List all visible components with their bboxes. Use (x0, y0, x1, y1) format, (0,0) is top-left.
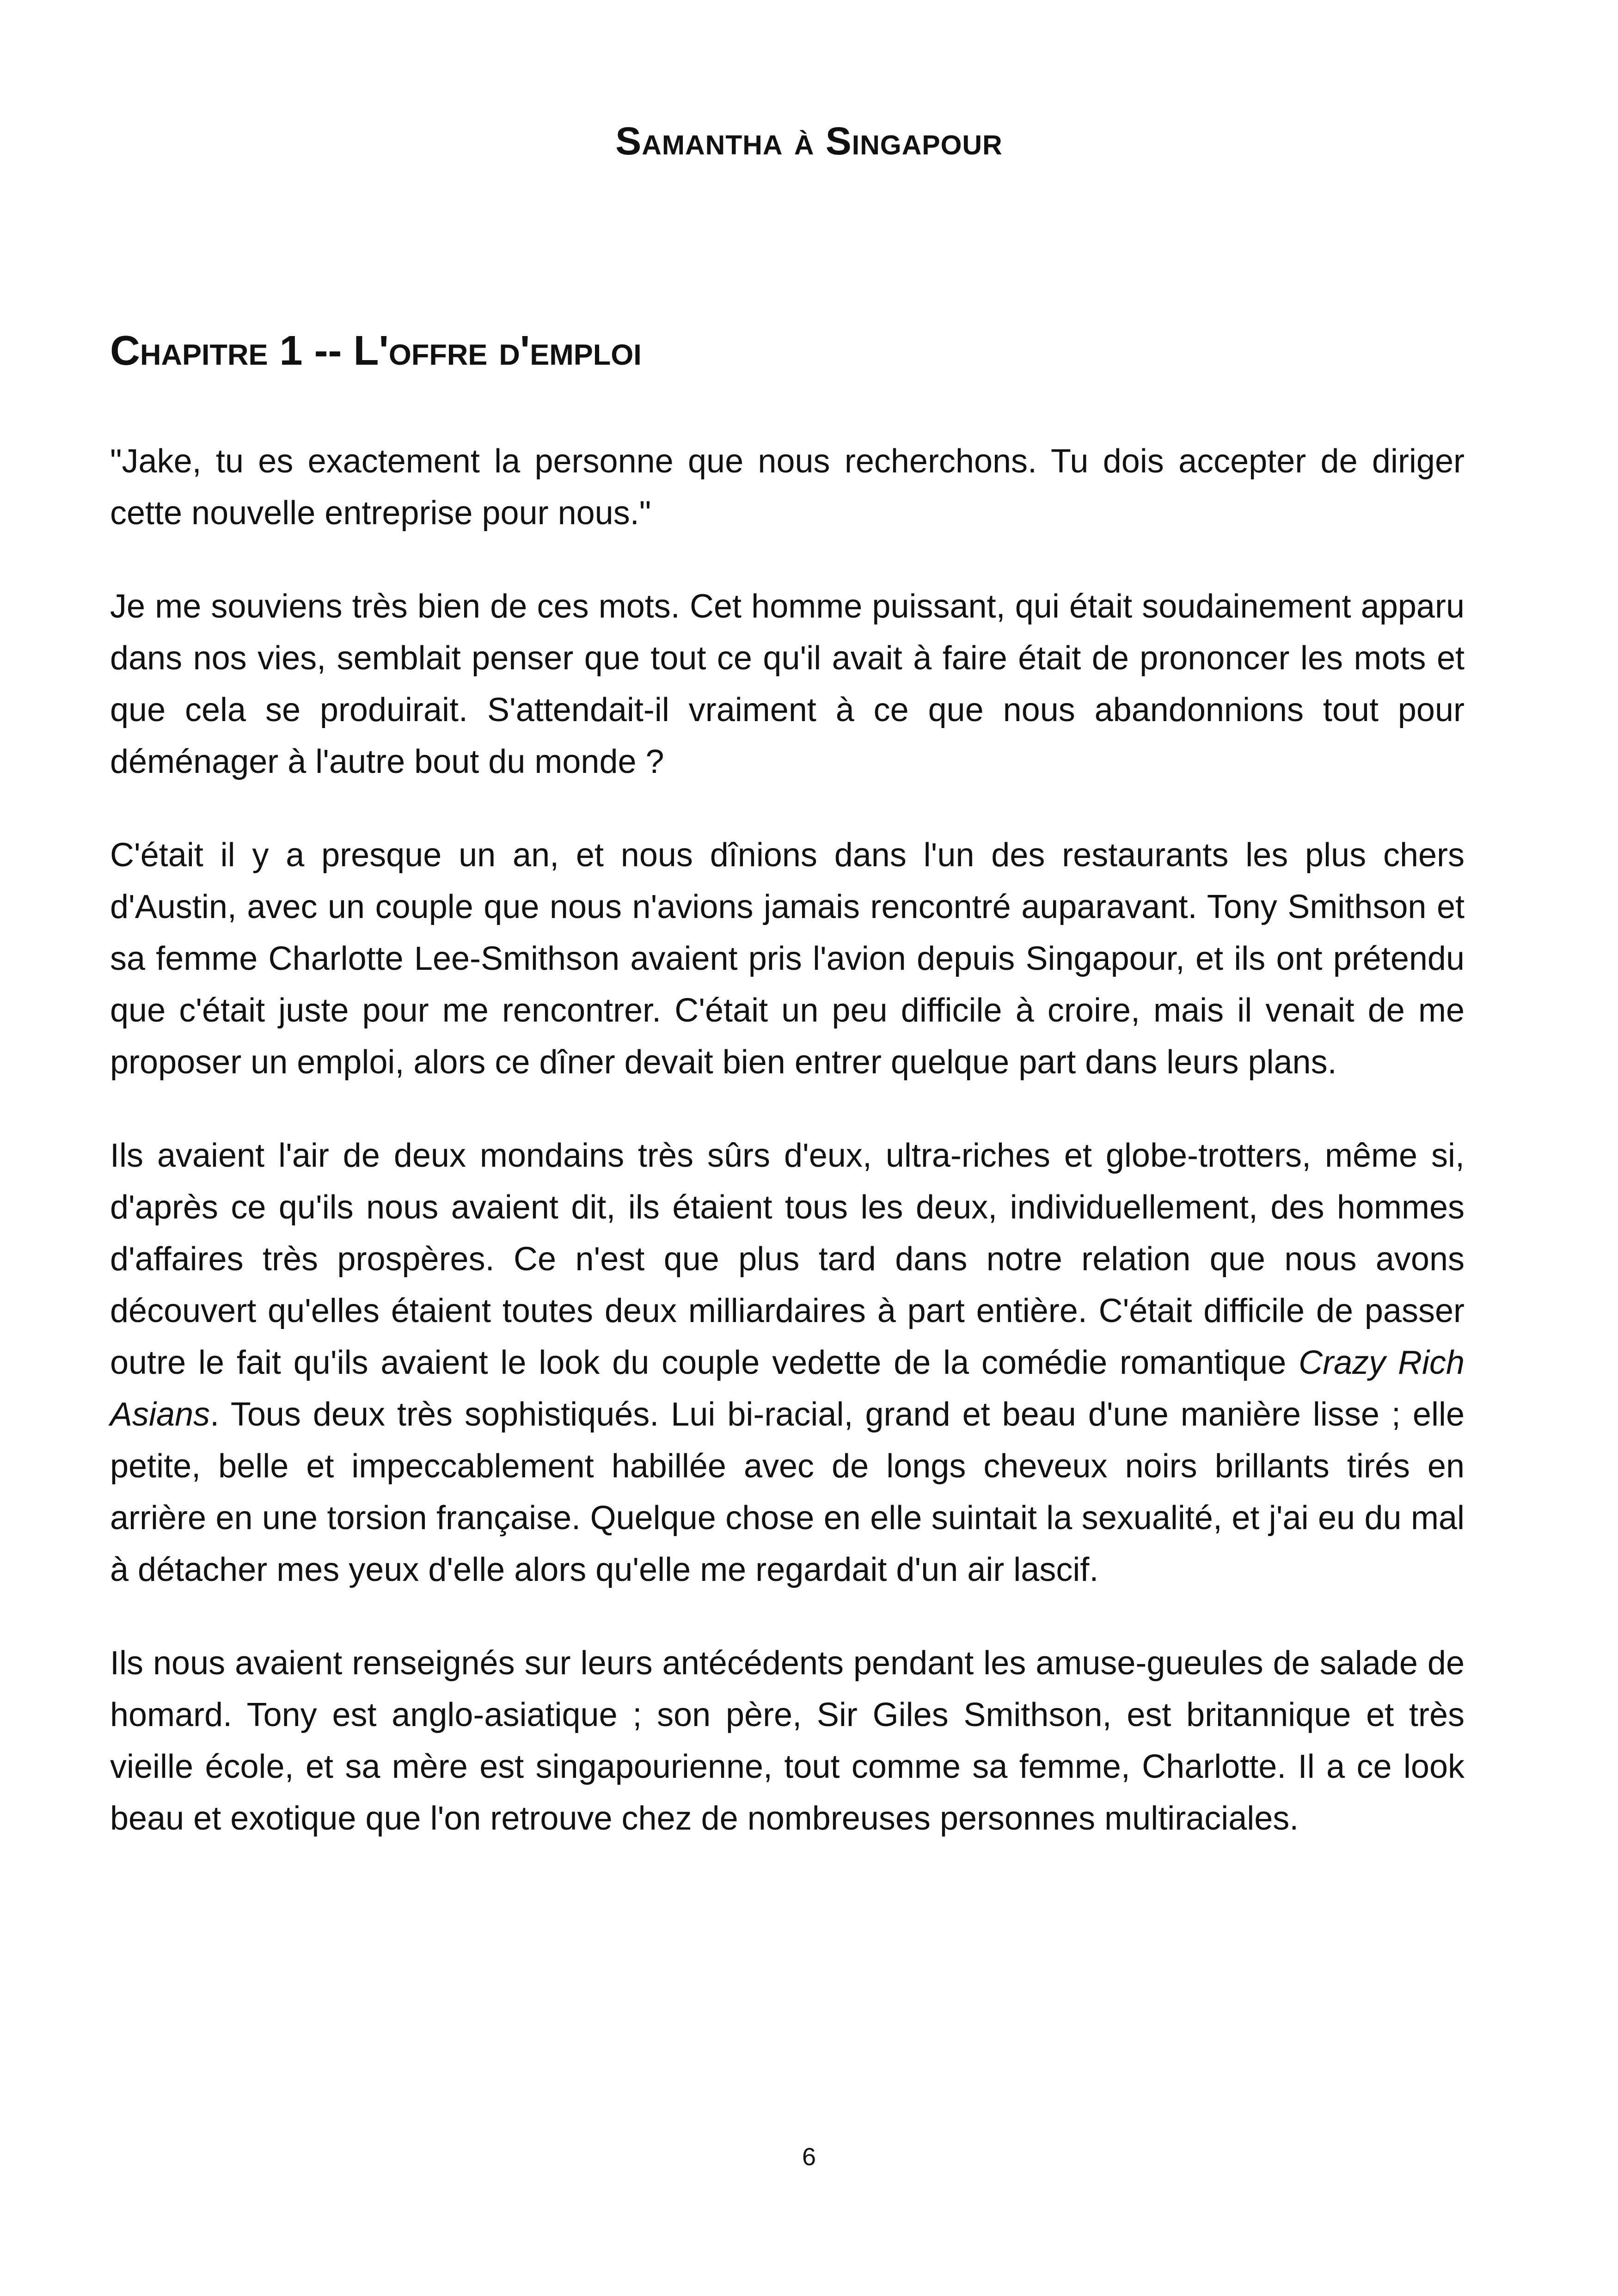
paragraph: Ils nous avaient renseignés sur leurs antécédents pendant les amuse-gueules de salade de homard. Tony est anglo-asiatique ; son père, Sir Giles Smithson, est britannique et très vieille école, et sa mère est singapourienne, tout comme sa femme, Charlotte. Il a ce look beau et exotique que l'on retrouve chez de nombreuses personnes multiraciales. (110, 1645, 1465, 1837)
chapter-title: Chapitre 1 -- L'offre d'emploi (110, 328, 642, 374)
paragraph (110, 1130, 1465, 1596)
page-number: 6 (802, 2143, 816, 2171)
paragraph: "Jake, tu es exactement la personne que nous recherchons. Tu dois accepter de diriger cette nouvelle entreprise pour nous." (110, 443, 1465, 532)
paragraph: Je me souviens très bien de ces mots. Cet homme puissant, qui était soudainement apparu dans nos vies, semblait penser que tout ce qu'il avait à faire était de prononcer les mots et que cela se produirait. S'attendait-il vraiment à ce que nous abandonnions tout pour déménager à l'autre bout du monde ? (110, 588, 1465, 780)
paragraph-text: . Tous deux très sophistiqués. Lui bi-racial, grand et beau d'une manière lisse ; elle petite, belle et impeccablement habillée avec de longs cheveux noirs brillants tirés en arrière en une torsion française. Quelque chose en elle suintait la sexualité, et j'ai eu du mal à détacher mes yeux d'elle alors qu'elle me regardait d'un air lascif. (110, 1396, 1465, 1588)
movie-title: Crazy Rich Asians (110, 1344, 1465, 1433)
chapter-body (110, 435, 1465, 1886)
paragraph: C'était il y a presque un an, et nous dînions dans l'un des restaurants les plus chers d'Austin, avec un couple que nous n'avions jamais rencontré auparavant. Tony Smithson et sa femme Charlotte Lee-Smithson avaient pris l'avion depuis Singapour, et ils ont prétendu que c'était juste pour me rencontrer. C'était un peu difficile à croire, mais il venait de me proposer un emploi, alors ce dîner devait bien entrer quelque part dans leurs plans. (110, 837, 1465, 1081)
book-title: Samantha à Singapour (615, 119, 1003, 163)
paragraph-text: Ils avaient l'air de deux mondains très sûrs d'eux, ultra-riches et globe-trotters, même si, d'après ce qu'ils nous avaient dit, ils étaient tous les deux, individuellement, des hommes d'affaires très prospères. Ce n'est que plus tard dans notre relation que nous avons découvert qu'elles étaient toutes deux milliardaires à part entière. C'était difficile de passer outre le fait qu'ils avaient le look du couple vedette de la comédie romantique (110, 1137, 1465, 1381)
